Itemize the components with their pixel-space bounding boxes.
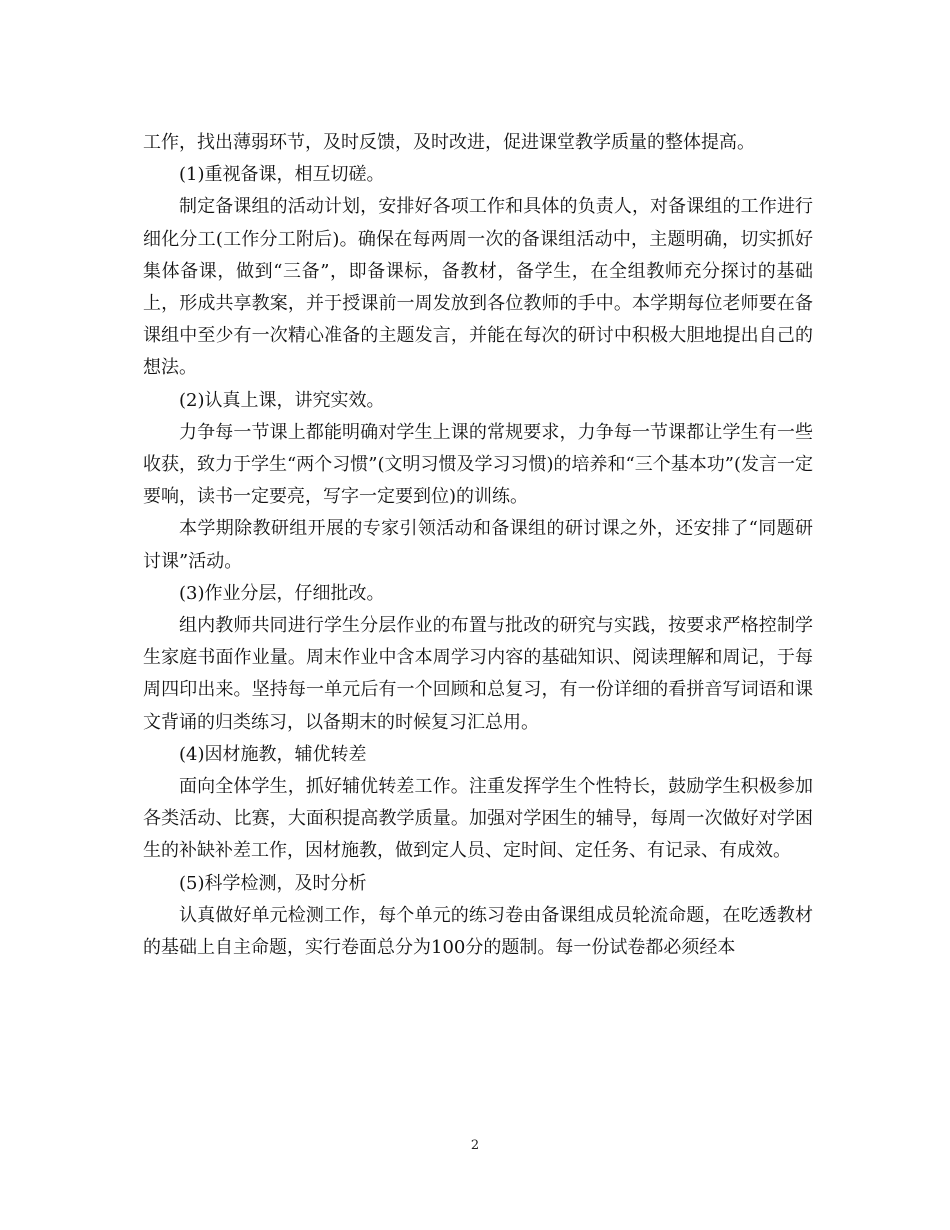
document-body <box>143 127 813 964</box>
paragraph-prepare-lessons: 制定备课组的活动计划，安排好各项工作和具体的负责人，对备课组的工作进行细化分工(工作分工附后)。确保在每两周一次的备课组活动中，主题明确，切实抓好集体备课，做到“三备”，即备课标，备教材，备学生，在全组教师充分探讨的基础上，形成共享教案，并于授课前一周发放到各位教师的手中。本学期每位老师要在备课组中至少有一次精心准备的主题发言，并能在每次的研讨中积极大胆地提出自己的想法。 <box>143 196 813 379</box>
paragraph-homework: 组内教师共同进行学生分层作业的布置与批改的研究与实践，按要求严格控制学生家庭书面作业量。周末作业中含本周学习内容的基础知识、阅读理解和周记，于每周四印出来。坚持每一单元后有一个回顾和总复习，有一份详细的看拼音写词语和课文背诵的归类练习，以备期末的时候复习汇总用。 <box>143 615 813 733</box>
paragraph-individual-teaching: 面向全体学生，抓好辅优转差工作。注重发挥学生个性特长，鼓励学生积极参加各类活动、比赛，大面积提高教学质量。加强对学困生的辅导，每周一次做好对学困生的补缺补差工作，因材施教，做到定人员、定时间、定任务、有记录、有成效。 <box>143 776 813 862</box>
heading-individual-teaching: (4)因材施教，辅优转差 <box>179 743 367 765</box>
paragraph-continuation: 工作，找出薄弱环节，及时反馈，及时改进，促进课堂教学质量的整体提高。 <box>143 132 755 153</box>
paragraph-testing: 认真做好单元检测工作，每个单元的练习卷由备课组成员轮流命题，在吃透教材的基础上自主命题，实行卷面总分为100分的题制。每一份试卷都必须经本 <box>143 904 813 959</box>
heading-attend-class: (2)认真上课，讲究实效。 <box>179 389 385 411</box>
paragraph-attend-class: 力争每一节课上都能明确对学生上课的常规要求，力争每一节课都让学生有一些收获，致力于学生“两个习惯”(文明习惯及学习习惯)的培养和“三个基本功”(发言一定要响，读书一定要亮，写字一定要到位)的训练。 <box>143 421 813 508</box>
paragraph-research-class: 本学期除教研组开展的专家引领活动和备课组的研讨课之外，还安排了“同题研讨课”活动。 <box>143 518 813 572</box>
heading-prepare-lessons: (1)重视备课，相互切磋。 <box>179 164 385 186</box>
heading-homework: (3)作业分层，仔细批改。 <box>179 582 385 604</box>
heading-testing: (5)科学检测，及时分析 <box>179 872 367 894</box>
page-number: 2 <box>470 1138 480 1153</box>
